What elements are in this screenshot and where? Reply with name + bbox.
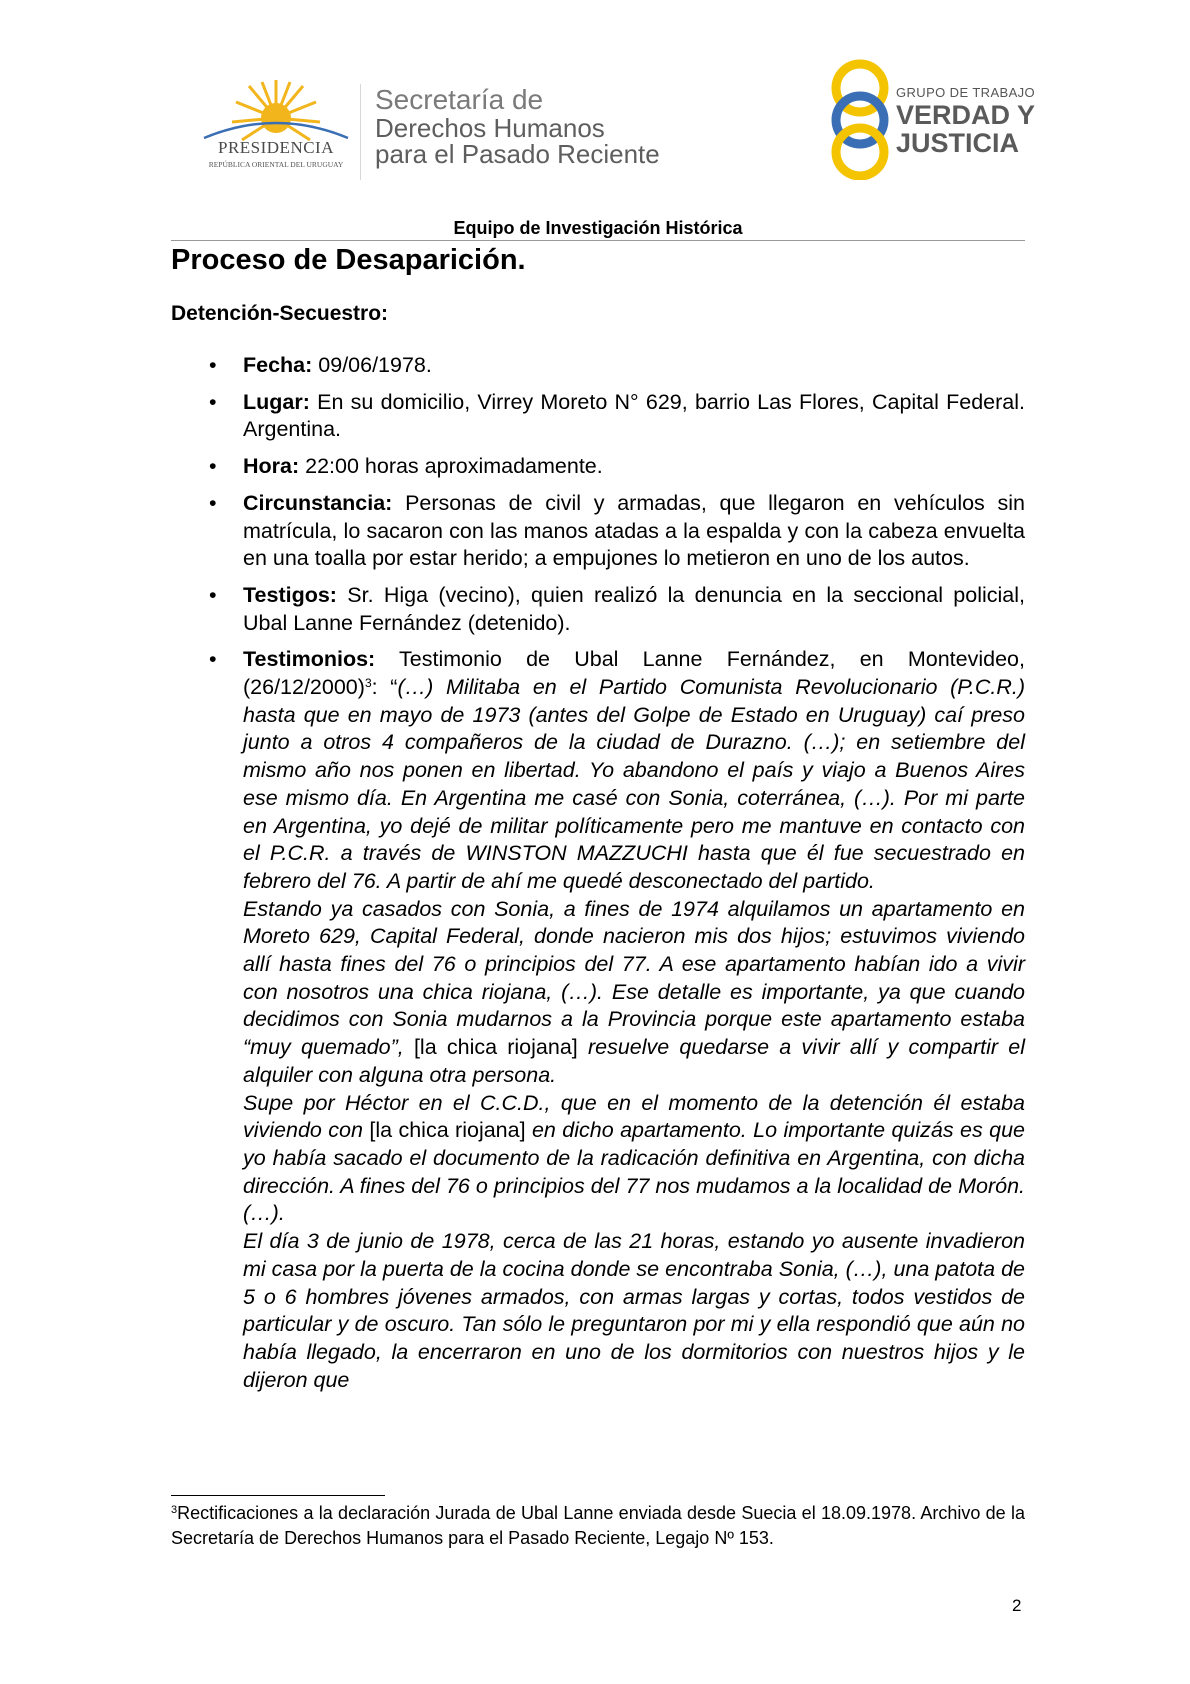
testimonio-paragraph-1: (…) Militaba en el Partido Comunista Revolucionario (P.C.R.) hasta que en mayo de 1973 (antes del Golpe de Estado en Uruguay) caí preso junto a otros 4 compañeros de la ciudad de Durazno. (…); en setiembre del mismo año nos ponen en libertad. Yo abandono el país y viajo a Buenos Aires ese mismo día. En Argentina me casé con Sonia, coterránea, (…). Por mi parte en Argentina, yo dejé de militar políticamente pero me mantuve en contacto con el P.C.R. a través de WINSTON MAZZUCHI hasta que él fue secuestrado en febrero del 76. A partir de ahí me quedé desconectado del partido. — [243, 675, 1025, 893]
footnote-text: Rectificaciones a la declaración Jurada de Ubal Lanne enviada desde Suecia el 18.09.1978. Archivo de la Secretaría de Derechos Humanos para el Pasado Reciente, Legajo Nº 153. — [171, 1503, 1025, 1548]
header-rule — [171, 240, 1025, 241]
testimonio-intro-after: : “ — [371, 675, 398, 700]
item-label: Hora: — [243, 454, 300, 479]
page-number: 2 — [1012, 1596, 1022, 1615]
team-heading: Equipo de Investigación Histórica — [453, 218, 743, 238]
item-label: Testigos: — [243, 582, 337, 607]
list-item-hora — [171, 453, 1025, 481]
page-title: Proceso de Desaparición. — [171, 244, 526, 276]
verdad-justicia-logo-text — [896, 86, 1035, 157]
grupo-line3: JUSTICIA — [896, 128, 1020, 158]
list-item-testigos — [171, 582, 1025, 637]
item-text: 22:00 horas aproximadamente. — [299, 454, 603, 479]
presidencia-sublabel: REPÚBLICA ORIENTAL DEL URUGUAY — [208, 160, 344, 169]
bullet-icon: • — [209, 454, 217, 479]
presidencia-logo — [196, 78, 356, 178]
testimonio-paragraph-2a: Estando ya casados con Sonia, a fines de 1974 alquilamos un apartamento en Moreto 629, Capital Federal, donde nacieron mis dos hijos; estuvimos viviendo allí hasta fines del 76 o principios del 77. A ese apartamento habían ido a vivir con nosotros una chica riojana, (…). Ese detalle es importante, ya que cuando decidimos con Sonia mudarnos a la Provincia porque este apartamento estaba “muy quemado”, — [243, 896, 1025, 1060]
secretaria-title — [375, 86, 660, 168]
grupo-line1: GRUPO DE TRABAJO — [896, 85, 1036, 100]
item-text: En su domicilio, Virrey Moreto N° 629, barrio Las Flores, Capital Federal. Argentina. — [243, 389, 1025, 442]
list-item-testimonios — [171, 646, 1025, 1394]
item-label: Lugar: — [243, 389, 310, 414]
item-text: Personas de civil y armadas, que llegaron en vehículos sin matrícula, lo sacaron con las manos atadas a la espalda y con la cabeza envuelta en una toalla por estar herido; a empujones lo metieron en uno de los autos. — [243, 490, 1025, 571]
item-label: Testimonios: — [243, 647, 376, 672]
presidencia-label: PRESIDENCIA — [217, 138, 334, 157]
section-heading: Detención-Secuestro: — [171, 302, 389, 325]
item-text: Sr. Higa (vecino), quien realizó la denuncia en la seccional policial, Ubal Lanne Fernández (detenido). — [243, 582, 1025, 635]
secretaria-line3: para el Pasado Reciente — [375, 139, 660, 170]
bullet-icon: • — [209, 353, 217, 377]
header-divider — [360, 84, 361, 180]
secretaria-line1: Secretaría de — [375, 84, 544, 115]
secretaria-line2: Derechos Humanos — [375, 112, 605, 143]
footnote — [171, 1501, 1025, 1551]
item-text: 09/06/1978. — [312, 353, 432, 377]
testimonio-intro: Testimonio de Ubal Lanne Fernández, en Montevideo, (26/12/2000) — [243, 647, 1025, 700]
list-item-circunstancia — [171, 490, 1025, 573]
testimonio-paragraph-3a: Supe por Héctor en el C.C.D., que en el momento de la detención él estaba viviendo con — [243, 1090, 1025, 1143]
verdad-justicia-rings-icon — [820, 58, 900, 180]
grupo-line2: VERDAD Y — [896, 100, 1036, 130]
item-label: Circunstancia: — [243, 490, 393, 515]
testimonio-paragraph-3c: en dicho apartamento. Lo importante quizás es que yo había sacado el documento de la radicación definitiva en Argentina, con dicha dirección. A fines del 76 o principios del 77 nos mudamos a la localidad de Morón. (…). — [243, 1118, 1025, 1226]
bullet-icon: • — [209, 647, 217, 672]
testimonio-paragraph-2b: [la chica riojana] — [403, 1035, 588, 1060]
testimonio-paragraph-4: El día 3 de junio de 1978, cerca de las 21 horas, estando yo ausente invadieron mi casa por la puerta de la cocina donde se encontraba Sonia, (…), una patota de 5 o 6 hombres jóvenes armados, con armas largas y cortas, todos vestidos de particular y de oscuro. Tan sólo le preguntaron por mi y ella respondió que aún no había llegado, la encerraron en uno de los dormitorios con nuestros hijos y le dijeron que — [243, 1229, 1025, 1392]
testimonio-paragraph-3b: [la chica riojana] — [362, 1118, 532, 1143]
list-item-fecha — [171, 352, 1025, 380]
footnote-rule — [171, 1495, 385, 1496]
bullet-icon: • — [209, 582, 217, 607]
item-label: Fecha: — [243, 353, 313, 377]
list-item-lugar — [171, 389, 1025, 444]
testimonio-paragraph-2c: resuelve quedarse a vivir allí y compartir el alquiler con alguna otra persona. — [243, 1035, 1025, 1087]
bullet-icon: • — [209, 490, 217, 515]
bullet-icon: • — [209, 389, 217, 414]
bullet-list — [171, 352, 1025, 1403]
footnote-mark: 3 — [171, 1504, 178, 1516]
footnote-ref: 3 — [364, 676, 372, 691]
